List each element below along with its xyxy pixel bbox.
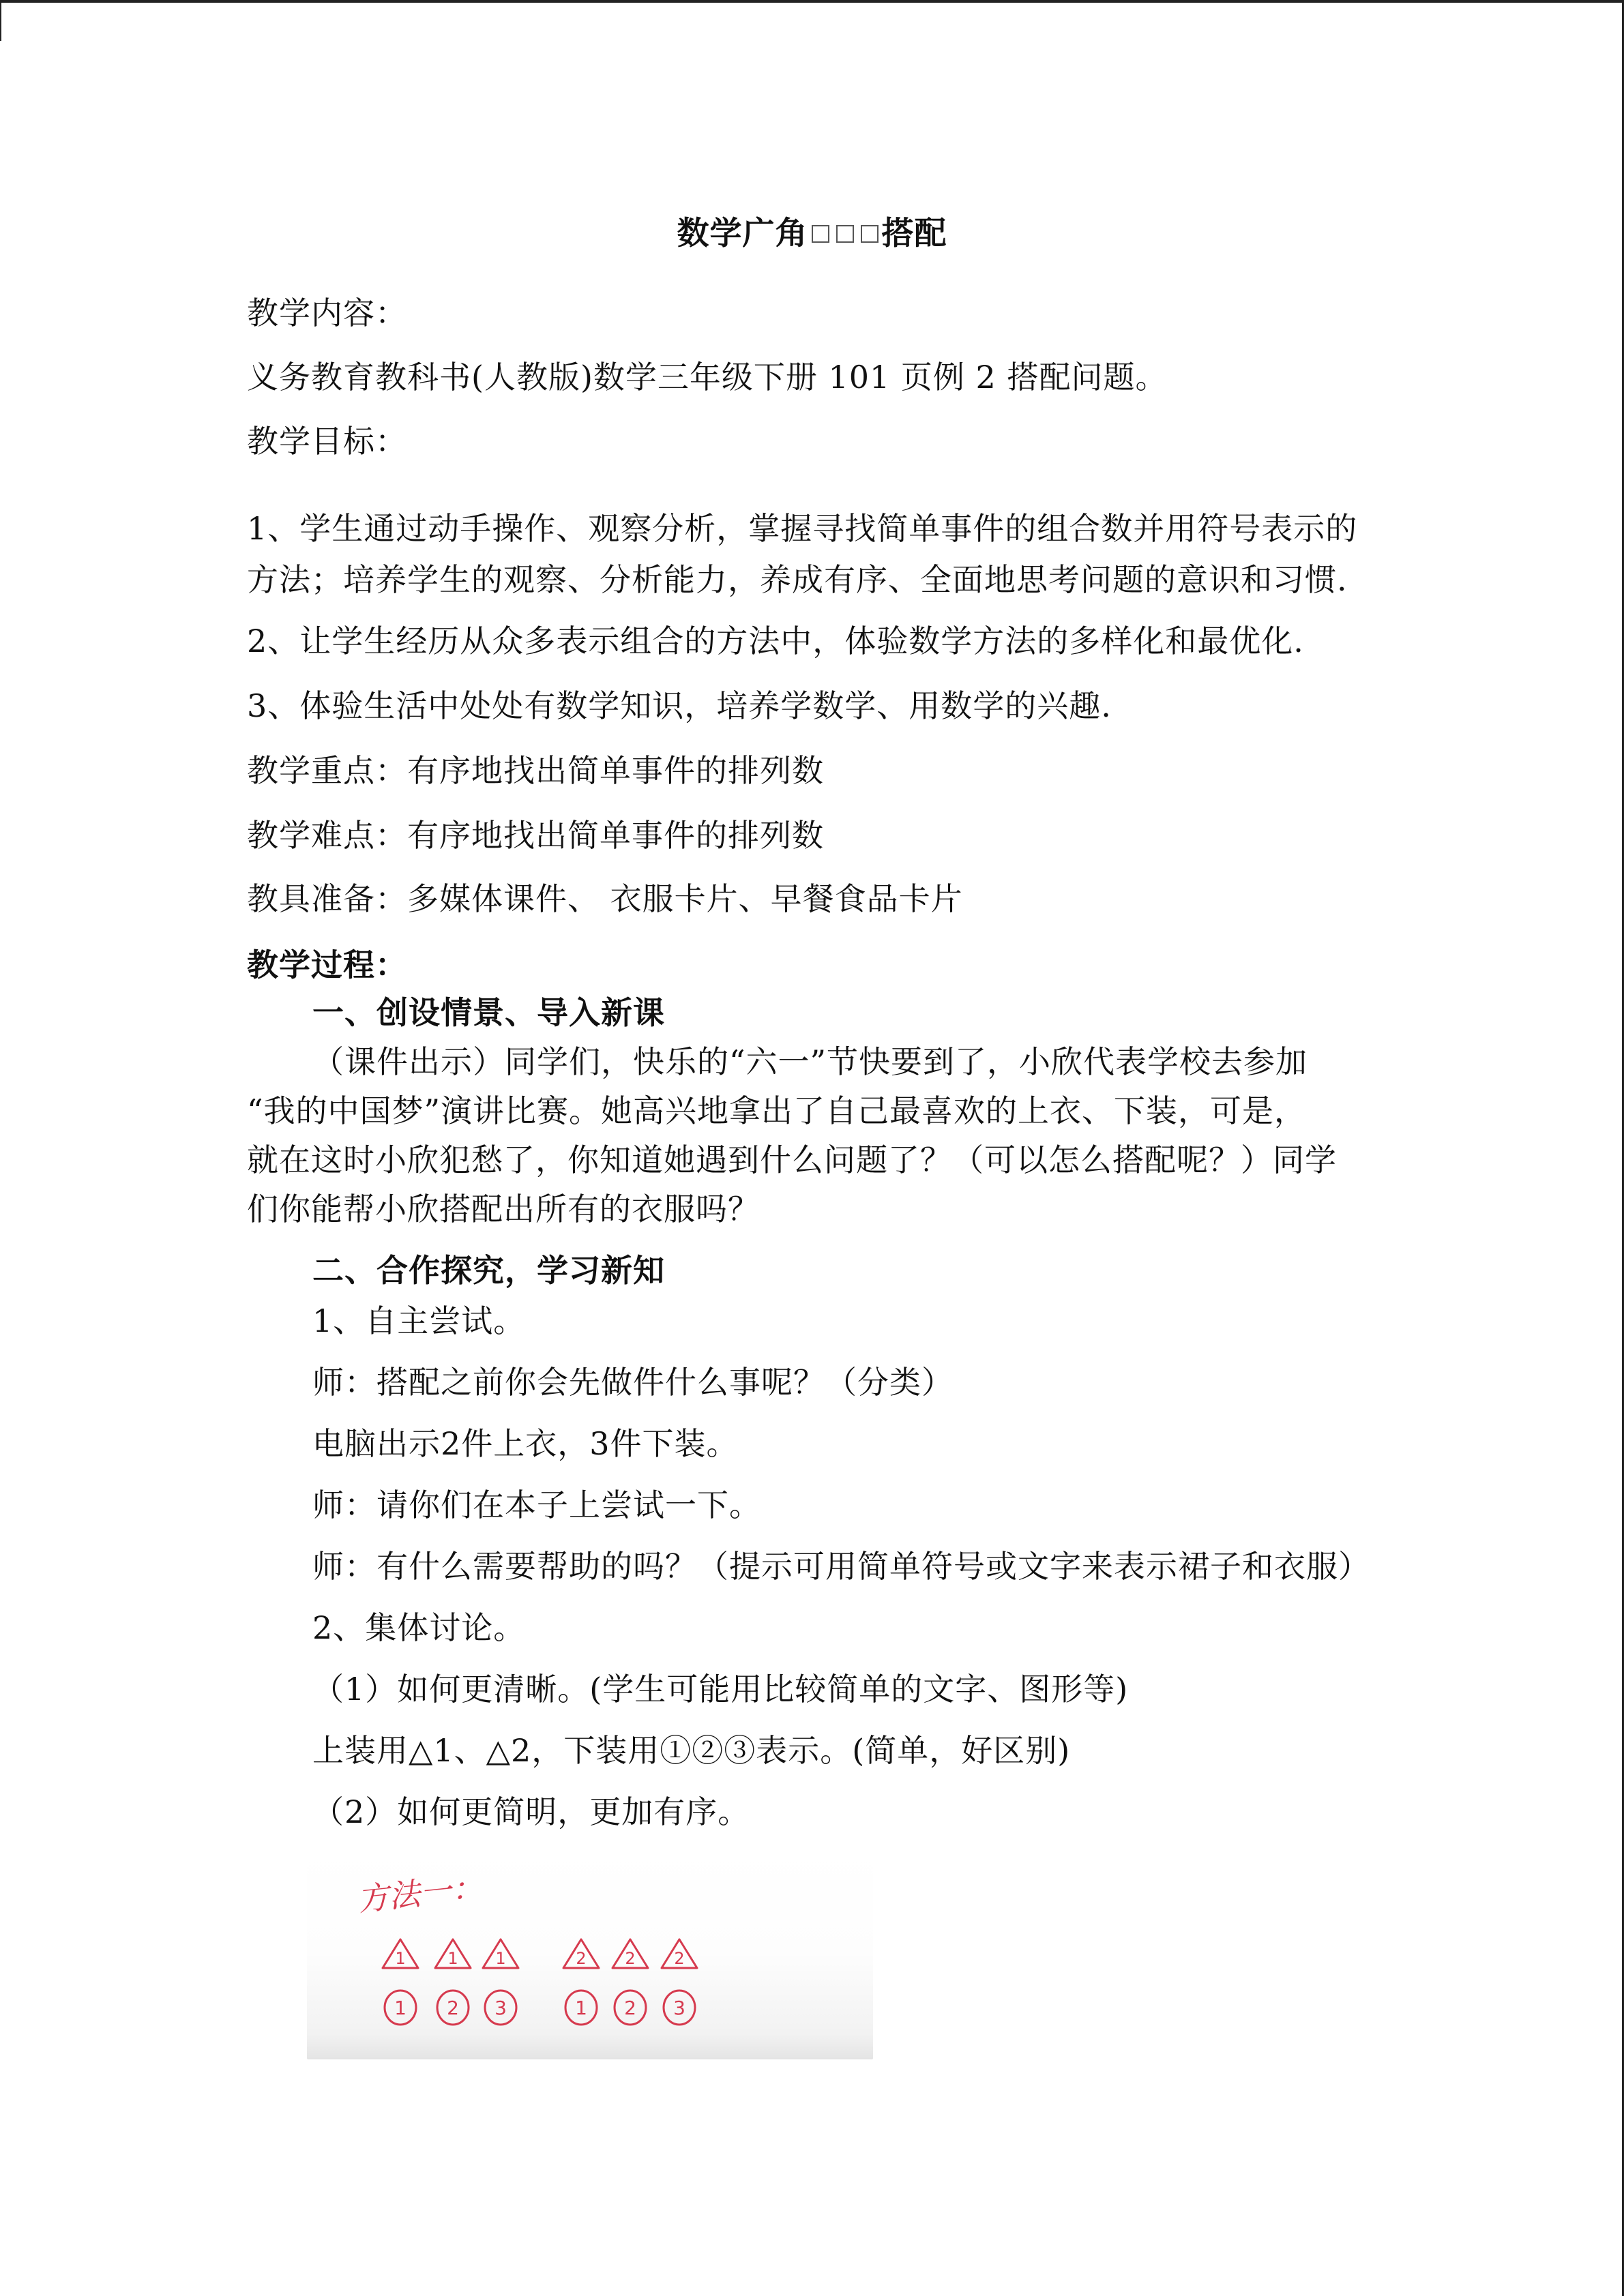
circle-symbol (437, 1991, 469, 2025)
circle-row (385, 1991, 695, 2025)
question-1: （1）如何更清晰。(学生可能用比较简单的文字、图形等) (312, 1671, 1129, 1708)
page-border-left (0, 0, 1, 41)
intro-line-2: “我的中国梦”演讲比赛。她高兴地拿出了自己最喜欢的上衣、下装，可是， (247, 1092, 1307, 1129)
triangle-symbol (483, 1939, 518, 1968)
screen-display: 电脑出示2件上衣，3件下装。 (312, 1425, 739, 1462)
difficulty: 教学难点：有序地找出简单事件的排列数 (247, 817, 824, 854)
triangle-number: 2 (674, 1949, 685, 1968)
circle-number: 1 (575, 1997, 587, 2019)
triangle-symbol (563, 1939, 599, 1968)
triangle-symbol (435, 1939, 471, 1968)
goal-1-line-a: 1、学生通过动手操作、观察分析，掌握寻找简单事件的组合数并用符号表示的 (247, 510, 1358, 547)
section-1-heading: 一、创设情景、导入新课 (312, 994, 665, 1031)
handwritten-method-photo (307, 1848, 873, 2059)
teacher-line-3: 师：有什么需要帮助的吗？（提示可用简单符号或文字来表示裙子和衣服） (312, 1548, 1370, 1585)
step-1: 1、自主尝试。 (312, 1302, 526, 1339)
title-prefix: 数学广角 (677, 215, 808, 252)
symbols-explanation: 上装用△1、△2，下装用①②③表示。(简单，好区别) (312, 1732, 1071, 1769)
missing-glyph-box (812, 225, 829, 243)
step-2: 2、集体讨论。 (312, 1609, 526, 1646)
method-label: 方法一： (355, 1868, 485, 1918)
circle-symbol (615, 1991, 646, 2025)
triangle-number: 1 (395, 1949, 406, 1968)
process-label: 教学过程： (247, 946, 407, 983)
intro-line-1: （课件出示）同学们，快乐的“六一”节快要到了，小欣代表学校去参加 (312, 1043, 1308, 1080)
intro-line-4: 们你能帮小欣搭配出所有的衣服吗？ (247, 1191, 760, 1227)
teacher-line-1: 师：搭配之前你会先做件什么事呢？（分类） (312, 1364, 954, 1401)
circle-number: 3 (494, 1997, 507, 2019)
key-point: 教学重点：有序地找出简单事件的排列数 (247, 752, 824, 789)
circle-number: 2 (447, 1997, 459, 2019)
missing-glyph-box (836, 225, 854, 243)
materials: 教具准备：多媒体课件、 衣服卡片、早餐食品卡片 (247, 880, 963, 917)
triangle-symbol (612, 1939, 648, 1968)
goal-2: 2、让学生经历从众多表示组合的方法中，体验数学方法的多样化和最优化. (247, 623, 1304, 659)
circle-symbol (664, 1991, 695, 2025)
goal-1-line-b: 方法；培养学生的观察、分析能力，养成有序、全面地思考问题的意识和习惯. (247, 561, 1348, 598)
handwriting-drawing (307, 1848, 873, 2059)
teacher-line-2: 师：请你们在本子上尝试一下。 (312, 1487, 761, 1523)
intro-line-3: 就在这时小欣犯愁了，你知道她遇到什么问题了？（可以怎么搭配呢？）同学 (247, 1142, 1337, 1178)
title-suffix: 搭配 (881, 215, 947, 252)
circle-symbol (385, 1991, 416, 2025)
triangle-number: 2 (625, 1949, 636, 1968)
circle-number: 3 (673, 1997, 685, 2019)
triangle-symbol (383, 1939, 418, 1968)
goals-label: 教学目标： (247, 423, 407, 460)
triangle-number: 1 (495, 1949, 506, 1968)
document-title (0, 210, 1624, 258)
question-2: （2）如何更简明，更加有序。 (312, 1793, 750, 1830)
content-label: 教学内容： (247, 295, 407, 331)
circle-number: 2 (624, 1997, 636, 2019)
missing-glyph-box (861, 225, 879, 243)
content-text: 义务教育教科书(人教版)数学三年级下册 101 页例 2 搭配问题。 (247, 359, 1168, 396)
circle-symbol (485, 1991, 516, 2025)
circle-symbol (565, 1991, 597, 2025)
triangle-row (383, 1939, 697, 1968)
goal-3: 3、体验生活中处处有数学知识，培养学数学、用数学的兴趣. (247, 687, 1112, 724)
page-border-top (0, 0, 1624, 3)
section-2-heading: 二、合作探究，学习新知 (312, 1252, 665, 1289)
triangle-number: 1 (447, 1949, 458, 1968)
triangle-number: 2 (576, 1949, 587, 1968)
triangle-symbol (662, 1939, 697, 1968)
circle-number: 1 (394, 1997, 407, 2019)
